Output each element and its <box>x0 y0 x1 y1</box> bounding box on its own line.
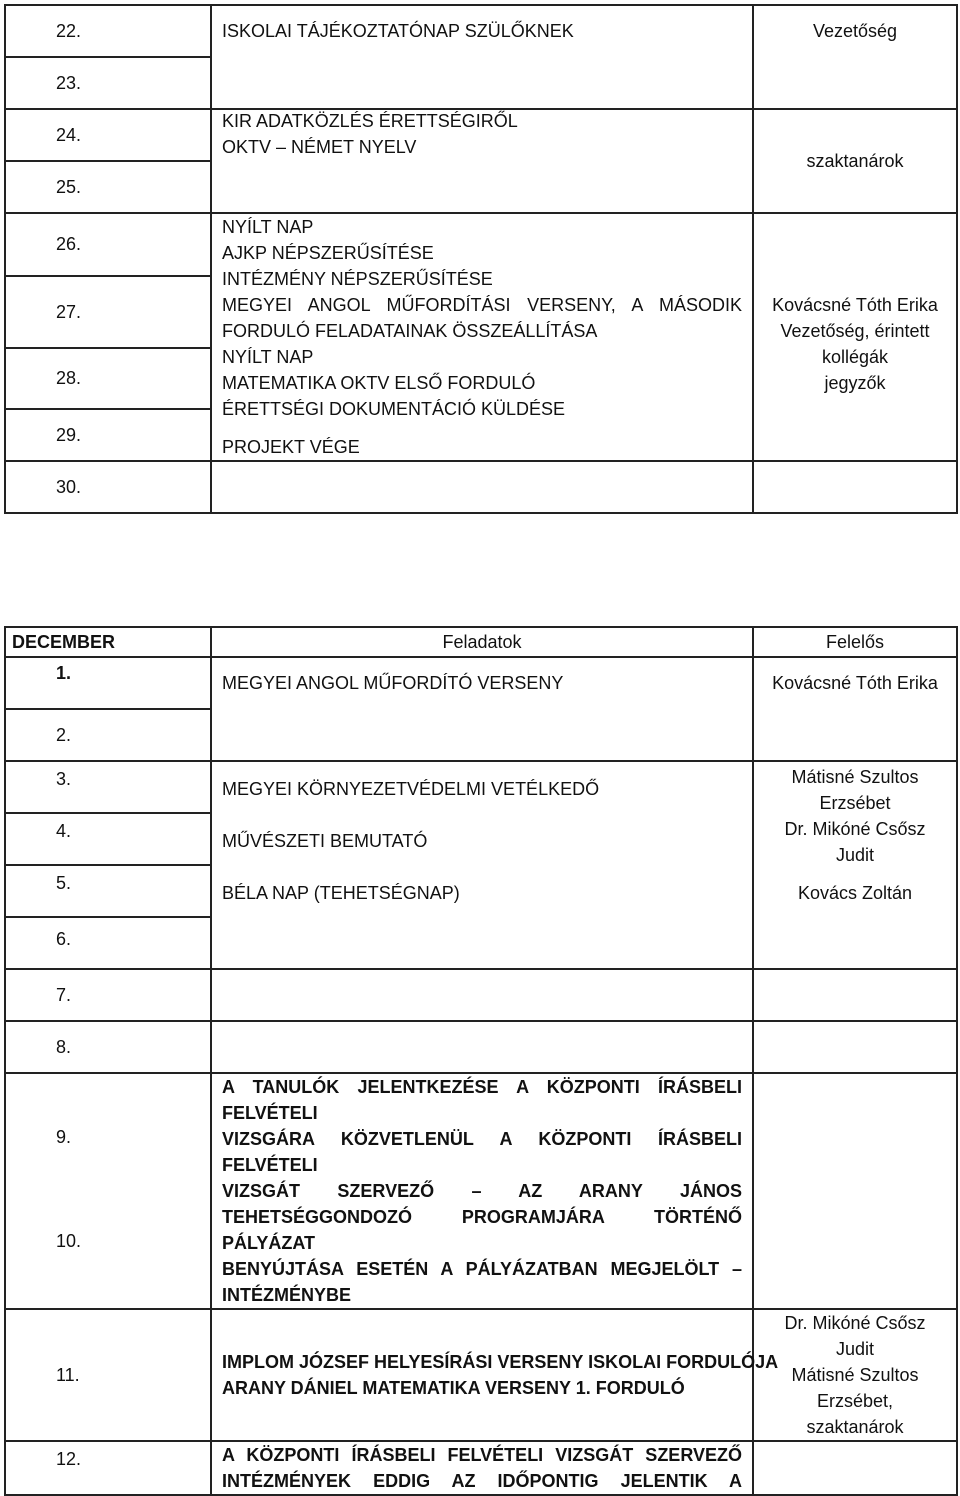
task-cell <box>211 461 753 513</box>
table-row <box>5 109 957 161</box>
task-cell: A TANULÓK JELENTKEZÉSE A KÖZPONTI ÍRÁSBELI FELVÉTELI VIZSGÁRA KÖZVETLENÜL A KÖZPONTI ÍRÁSBELI FELVÉTELI VIZSGÁT SZERVEZŐ – AZ ARANY JÁNOS TEHETSÉGGONDOZÓ PROGRAMJÁRA TÖRTÉNŐ PÁLYÁZAT BENYÚJTÁSA ESETÉN A PÁLYÁZATBAN MEGJELÖLT – INTÉZMÉNYBE <box>211 1073 753 1309</box>
task-cell: KIR ADATKÖZLÉS ÉRETTSÉGIRŐL OKTV – NÉMET NYELV <box>211 109 753 213</box>
day-cell: 25. <box>5 161 211 213</box>
responsible-cell <box>753 1441 957 1495</box>
table-row <box>5 657 957 709</box>
day-cell: 26. <box>5 213 211 276</box>
table-header-row <box>5 627 957 657</box>
day-cell: 28. <box>5 348 211 408</box>
tasks-column-header: Feladatok <box>211 627 753 657</box>
day-cell: 2. <box>5 709 211 761</box>
responsible-cell: szaktanárok <box>753 109 957 213</box>
task-cell: MEGYEI KÖRNYEZETVÉDELMI VETÉLKEDŐ MŰVÉSZETI BEMUTATÓ BÉLA NAP (TEHETSÉGNAP) <box>211 761 753 969</box>
day-cell: 29. <box>5 409 211 461</box>
task-cell: NYÍLT NAP AJKP NÉPSZERŰSÍTÉSE INTÉZMÉNY NÉPSZERŰSÍTÉSE MEGYEI ANGOL MŰFORDÍTÁSI VERSENY, A MÁSODIK FORDULÓ FELADATAINAK ÖSSZEÁLLÍTÁSA NYÍLT NAP MATEMATIKA OKTV ELSŐ FORDULÓ ÉRETTSÉGI DOKUMENTÁCIÓ KÜLDÉSE PROJEKT VÉGE <box>211 213 753 461</box>
responsible-column-header: Felelős <box>753 627 957 657</box>
table-row <box>5 969 957 1021</box>
responsible-cell: Vezetőség <box>753 5 957 109</box>
task-cell <box>211 1021 753 1073</box>
day-cell: 3. <box>5 761 211 813</box>
table-row <box>5 5 957 57</box>
day-cell: 23. <box>5 57 211 109</box>
day-cell: 30. <box>5 461 211 513</box>
day-cell: 5. <box>5 865 211 917</box>
responsible-cell: Kovácsné Tóth Erika <box>753 657 957 761</box>
responsible-cell <box>753 1021 957 1073</box>
task-cell <box>211 969 753 1021</box>
december-schedule-table <box>4 626 958 1496</box>
responsible-cell <box>753 969 957 1021</box>
responsible-cell: Dr. Mikóné Csősz Judit Mátisné Szultos Erzsébet, szaktanárok <box>753 1309 957 1441</box>
table-row <box>5 461 957 513</box>
table-row <box>5 1073 957 1309</box>
day-cell: 12. <box>5 1441 211 1495</box>
day-cell: 8. <box>5 1021 211 1073</box>
day-cell: 6. <box>5 917 211 969</box>
table-row <box>5 1021 957 1073</box>
table-row <box>5 1441 957 1495</box>
responsible-cell: Kovácsné Tóth Erika Vezetőség, érintett kollégák jegyzők <box>753 213 957 461</box>
responsible-cell <box>753 1073 957 1309</box>
november-schedule-table <box>4 4 958 514</box>
table-row <box>5 1309 957 1441</box>
responsible-cell <box>753 461 957 513</box>
day-cell: 27. <box>5 276 211 349</box>
day-cell: 22. <box>5 5 211 57</box>
task-cell: A KÖZPONTI ÍRÁSBELI FELVÉTELI VIZSGÁT SZERVEZŐ INTÉZMÉNYEK EDDIG AZ IDŐPONTIG JELENTIK A <box>211 1441 753 1495</box>
day-cell: 1. <box>5 657 211 709</box>
table-row <box>5 761 957 813</box>
day-cell: 24. <box>5 109 211 161</box>
month-label: DECEMBER <box>5 627 211 657</box>
table-row <box>5 213 957 276</box>
day-cell: 11. <box>5 1309 211 1441</box>
task-cell: ISKOLAI TÁJÉKOZTATÓNAP SZÜLŐKNEK <box>211 5 753 109</box>
task-cell: MEGYEI ANGOL MŰFORDÍTÓ VERSENY <box>211 657 753 761</box>
responsible-cell: Mátisné Szultos Erzsébet Dr. Mikóné Csősz Judit Kovács Zoltán <box>753 761 957 969</box>
day-cell: 7. <box>5 969 211 1021</box>
day-cell: 4. <box>5 813 211 865</box>
day-cell: 9. 10. <box>5 1073 211 1309</box>
task-cell: IMPLOM JÓZSEF HELYESÍRÁSI VERSENY ISKOLAI FORDULÓJA ARANY DÁNIEL MATEMATIKA VERSENY 1. FORDULÓ <box>211 1309 753 1441</box>
